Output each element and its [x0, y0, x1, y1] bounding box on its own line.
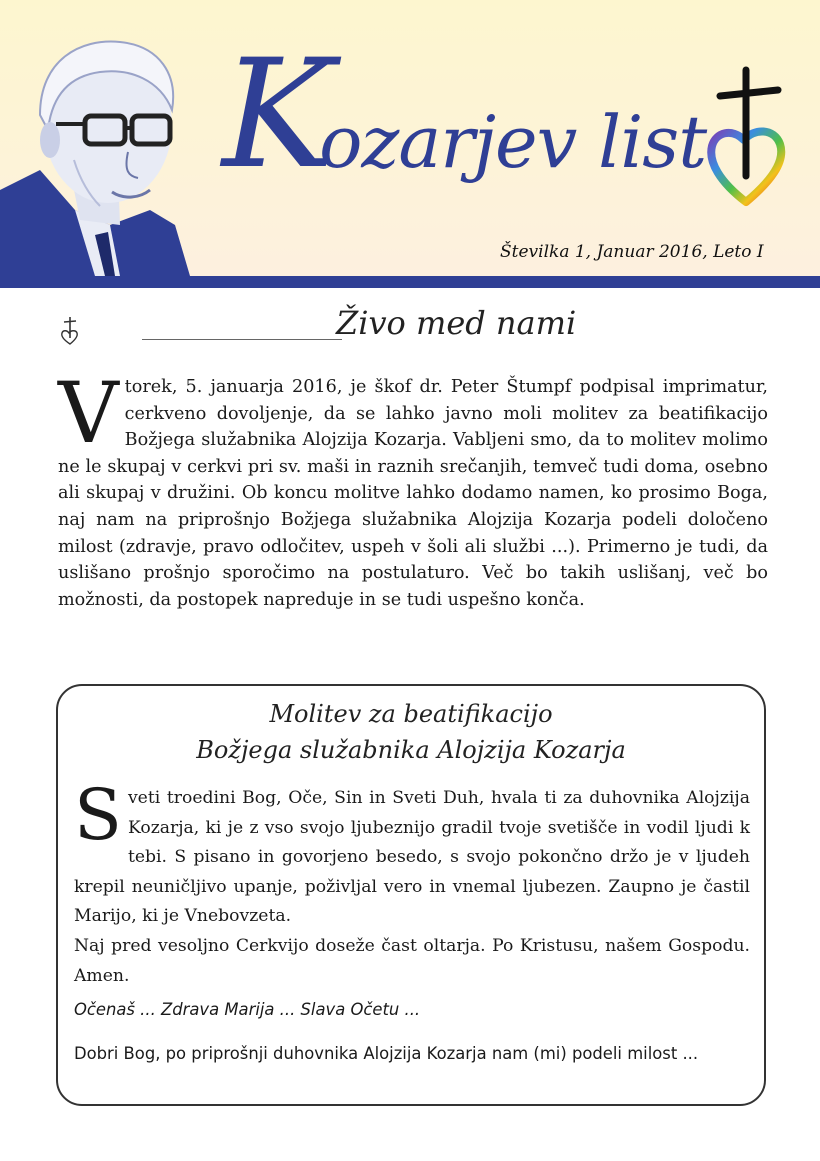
section-rule	[142, 339, 342, 340]
prayer-body-text-2: Naj pred vesoljno Cerkvijo doseže čast oltarja. Po Kristusu, našem Gospodu. Amen.	[74, 935, 750, 986]
section-title: Živo med nami	[336, 304, 577, 342]
masthead-header	[0, 0, 820, 276]
prayer-title-line2: Božjega služabnika Alojzija Kozarja	[196, 736, 626, 764]
masthead-initial: K	[222, 28, 334, 202]
section-heading	[58, 304, 577, 354]
article-body: torek, 5. januarja 2016, je škof dr. Peter Štumpf podpisal imprimatur, cerkveno dovoljenje, da se lahko javno moli molitev za beatifikacijo Božjega služabnika Alojzija Kozarja. Vabljeni smo, da to molitev molimo ne le skupaj v cerkvi pri sv. maši in raznih srečanjih, temveč tudi doma, osebno ali skupaj v družini. Ob koncu molitve lahko dodamo namen, ko prosimo Boga, naj nam na priprošnjo Božjega služabnika Alojzija Kozarja podeli določeno milost (zdravje, pravo odločitev, uspeh v šoli ali službi ...). Primerno je tudi, da uslišano prošnjo sporočimo na postulaturo. Več bo takih uslišanj, več bo možnosti, da postopek napreduje in se tudi uspešno konča.	[58, 377, 768, 610]
article-text	[58, 364, 768, 613]
prayer-body	[74, 774, 750, 991]
prayer-body-text: veti troedini Bog, Oče, Sin in Sveti Duh, hvala ti za duhovnika Alojzija Kozarja, ki je z vso svojo ljubeznijo gradil tvoje svetišče in vodil ljudi k tebi. S pisano in govorjeno besedo, s svojo pokončno držo je v ljudeh krepil neuničljivo upanje, poživljal vero in vnemal ljubezen. Zaupno je častil Marijo, ki je Vnebovzeta.	[74, 788, 750, 927]
cross-heart-logo	[702, 66, 790, 210]
prayer-invocations: Očenaš ... Zdrava Marija ... Slava Očetu ...	[74, 1000, 421, 1019]
prayer-dropcap: S	[74, 774, 122, 856]
prayer-box	[56, 684, 766, 1106]
article-dropcap: V	[58, 364, 119, 462]
portrait-illustration	[0, 20, 200, 276]
prayer-ending: Dobri Bog, po priprošnji duhovnika Alojzija Kozarja nam (mi) podeli milost ...	[74, 1044, 699, 1063]
header-divider	[0, 276, 820, 288]
issue-info: Številka 1, Januar 2016, Leto I	[500, 242, 764, 262]
masthead-title	[222, 28, 720, 202]
masthead-title-rest: ozarjev list	[319, 100, 707, 184]
cross-heart-small-icon	[58, 316, 82, 346]
prayer-title-line1: Molitev za beatifikacijo	[269, 700, 553, 728]
